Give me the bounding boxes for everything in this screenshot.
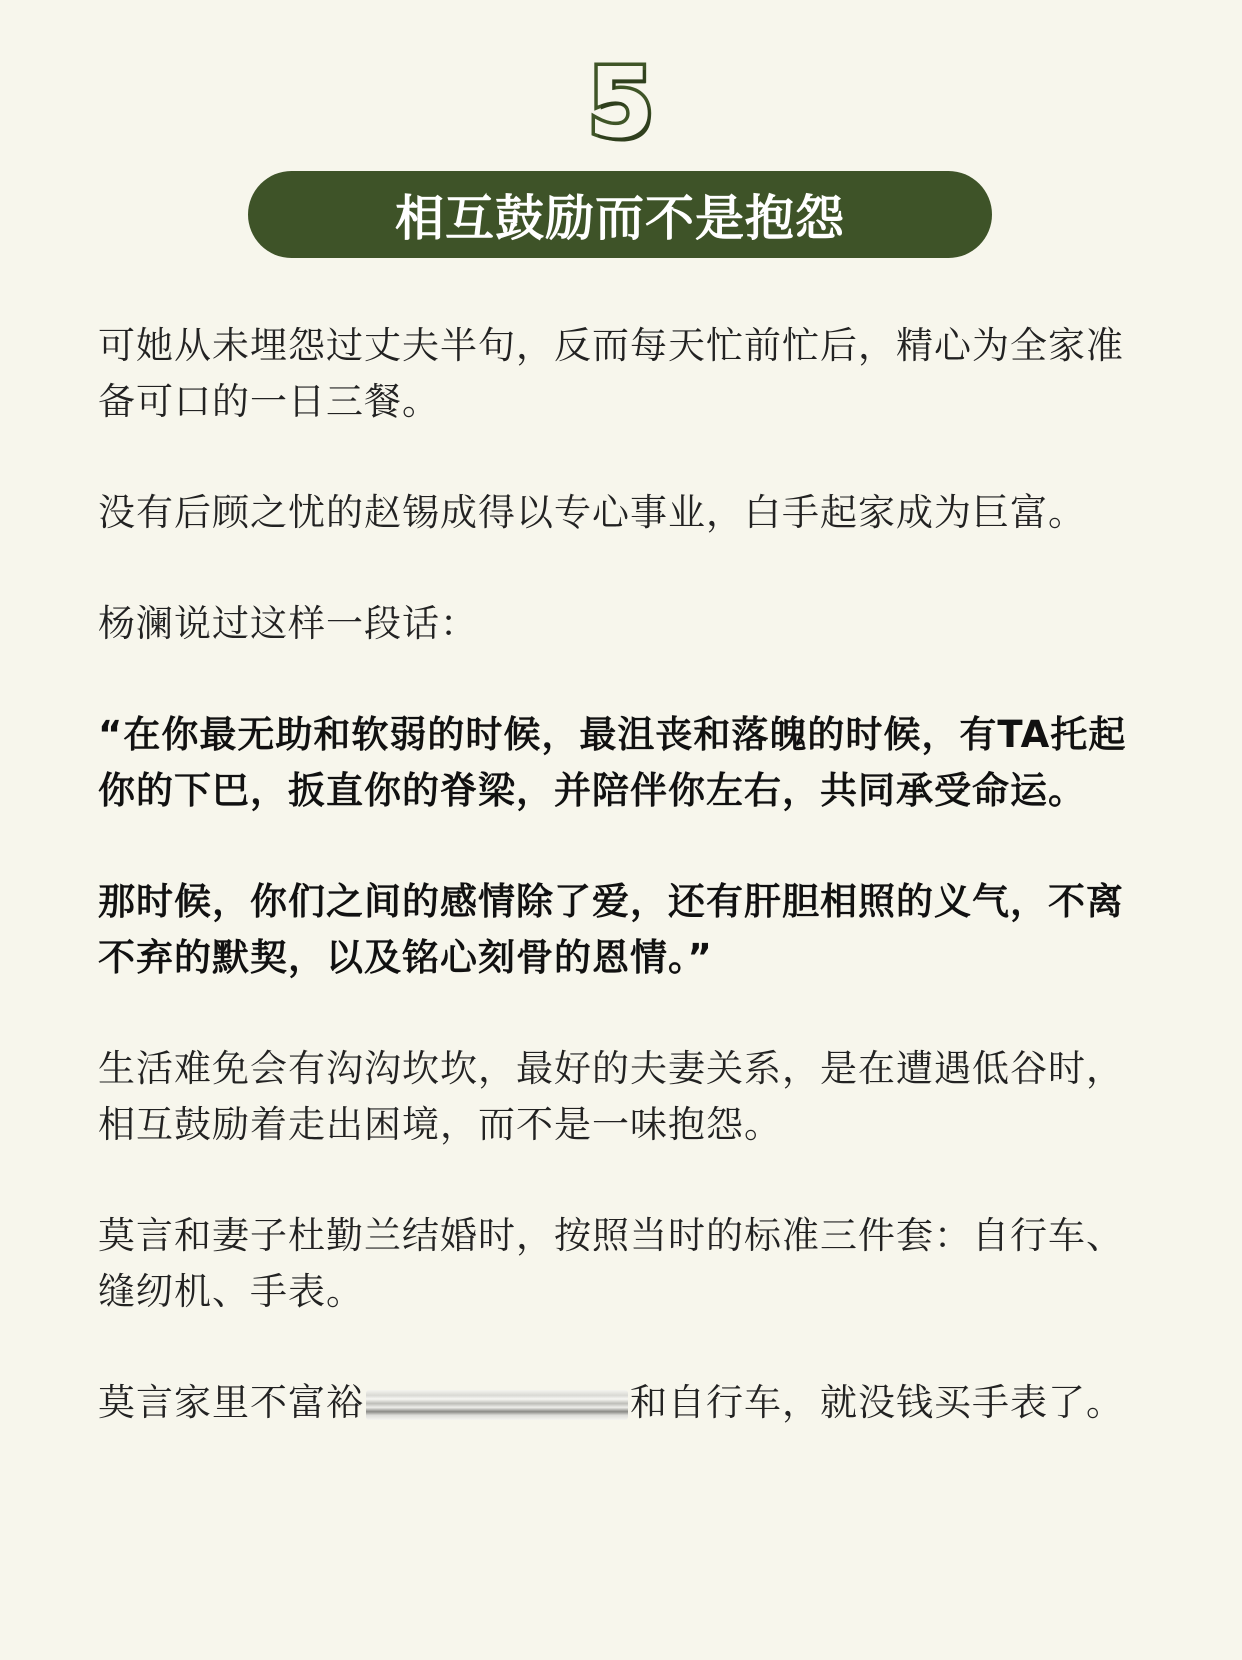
redaction-smudge [366,1390,628,1420]
quote-paragraph: “在你最无助和软弱的时候，最沮丧和落魄的时候，有TA托起你的下巴，扳直你的脊梁，并陪伴你左右，共同承受命运。 [98,713,1127,812]
paragraph: 生活难免会有沟沟坎坎，最好的夫妻关系，是在遭遇低谷时，相互鼓励着走出困境，而不是一味抱怨。 [98,1047,1124,1146]
section-title: 相互鼓励而不是抱怨 [394,189,845,247]
paragraph: 莫言和妻子杜勤兰结婚时，按照当时的标准三件套：自行车、缝纫机、手表。 [98,1214,1124,1313]
paragraph: 杨澜说过这样一段话： [98,602,478,645]
section-title-banner [248,171,992,258]
section-number: 5 [587,47,655,159]
paragraph-text: 和自行车，就没钱买手表了。 [630,1381,1124,1424]
paragraph-text: 莫言家里不富裕 [98,1381,364,1424]
paragraph: 没有后顾之忧的赵锡成得以专心事业，白手起家成为巨富。 [98,491,1086,534]
article-body [98,318,1148,1486]
paragraph: 可她从未埋怨过丈夫半句，反而每天忙前忙后，精心为全家准备可口的一日三餐。 [98,324,1124,423]
paragraph [98,1375,1148,1431]
quote-paragraph: 那时候，你们之间的感情除了爱，还有肝胆相照的义气，不离不弃的默契，以及铭心刻骨的恩情。” [98,880,1124,979]
